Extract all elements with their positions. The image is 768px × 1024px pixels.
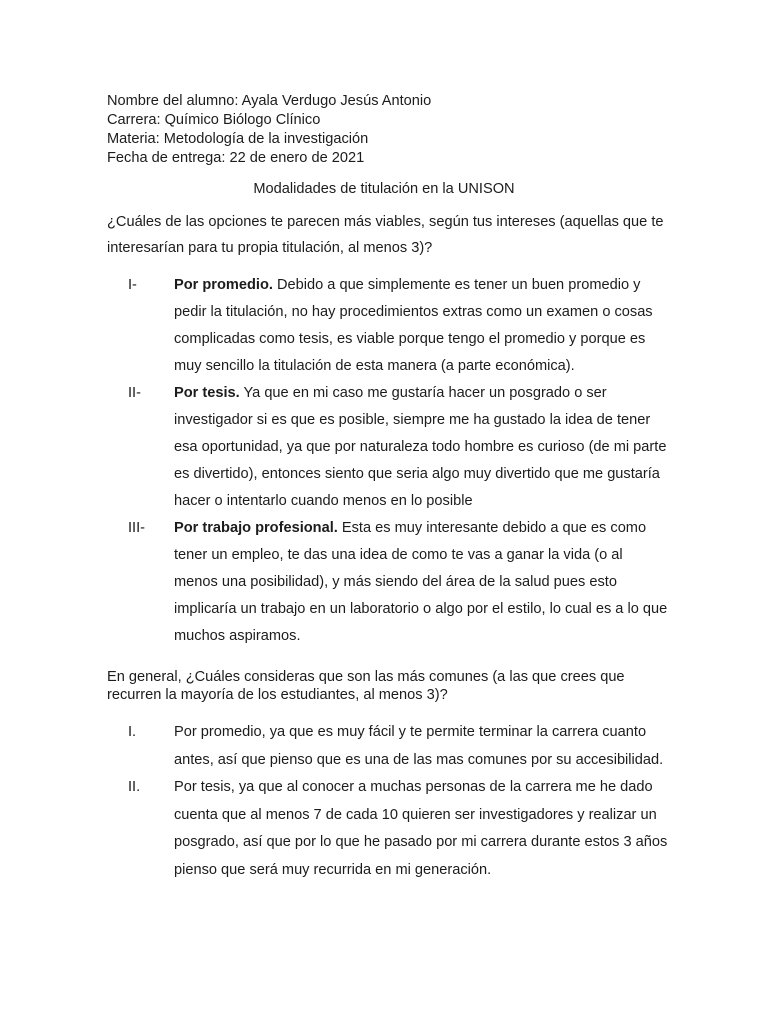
item-text: Por promedio, ya que es muy fácil y te permite terminar la carrera cuanto antes, así que pienso que es una de las mas comunes por su accesibilidad. (174, 724, 664, 768)
list-item (128, 719, 668, 774)
student-info (107, 92, 431, 168)
document-title: Modalidades de titulación en la UNISON (253, 181, 515, 197)
list-marker: III- (128, 520, 146, 536)
question-2: En general, ¿Cuáles consideras que son las más comunes (a las que crees que recurren la mayoría de los estudiantes, al menos 3)? (107, 669, 625, 703)
list-marker: II. (128, 779, 141, 795)
list-item (128, 774, 668, 884)
subject-name: Materia: Metodología de la investigación (107, 131, 369, 147)
item-text: Debido a que simplemente es tener un buen promedio y pedir la titulación, no hay procedimientos extras como un examen o cosas complicadas como tesis, es viable porque tengo el promedio y porque es muy sencillo la titulación de esta manera (a parte económica). (174, 277, 653, 374)
due-date: Fecha de entrega: 22 de enero de 2021 (107, 150, 365, 166)
question-1: ¿Cuáles de las opciones te parecen más viables, según tus intereses (aquellas que te interesarían para tu propia titulación, al menos 3)? (107, 214, 664, 256)
item-heading: Por tesis. (174, 385, 240, 401)
student-career: Carrera: Químico Biólogo Clínico (107, 112, 321, 128)
list-item (128, 380, 668, 515)
list-marker: I- (128, 277, 137, 293)
answer-list-1 (128, 272, 668, 650)
student-name: Nombre del alumno: Ayala Verdugo Jesús Antonio (107, 93, 432, 109)
list-marker: I. (128, 724, 137, 740)
item-heading: Por promedio. (174, 277, 273, 293)
list-item (128, 272, 668, 380)
item-text: Ya que en mi caso me gustaría hacer un posgrado o ser investigador si es que es posible, siempre me ha gustado la idea de tener esa oportunidad, ya que por naturaleza todo hombre es curioso (de mi parte es divertido), entonces siento que seria algo muy divertido que me gustaría hacer o intentarlo cuando menos en lo posible (174, 385, 667, 509)
item-heading: Por trabajo profesional. (174, 520, 338, 536)
answer-list-2 (128, 719, 668, 884)
item-text: Por tesis, ya que al conocer a muchas personas de la carrera me he dado cuenta que al menos 7 de cada 10 quieren ser investigadores y realizar un posgrado, así que por lo que he pasado por mi carrera durante estos 3 años pienso que será muy recurrida en mi generación. (174, 779, 668, 878)
list-item (128, 515, 668, 650)
list-marker: II- (128, 385, 141, 401)
item-text: Esta es muy interesante debido a que es como tener un empleo, te das una idea de como te vas a ganar la vida (o al menos una posibilidad), y más siendo del área de la salud pues esto implicaría un trabajo en un laboratorio o algo por el estilo, lo cual es a lo que muchos aspiramos. (174, 520, 668, 644)
